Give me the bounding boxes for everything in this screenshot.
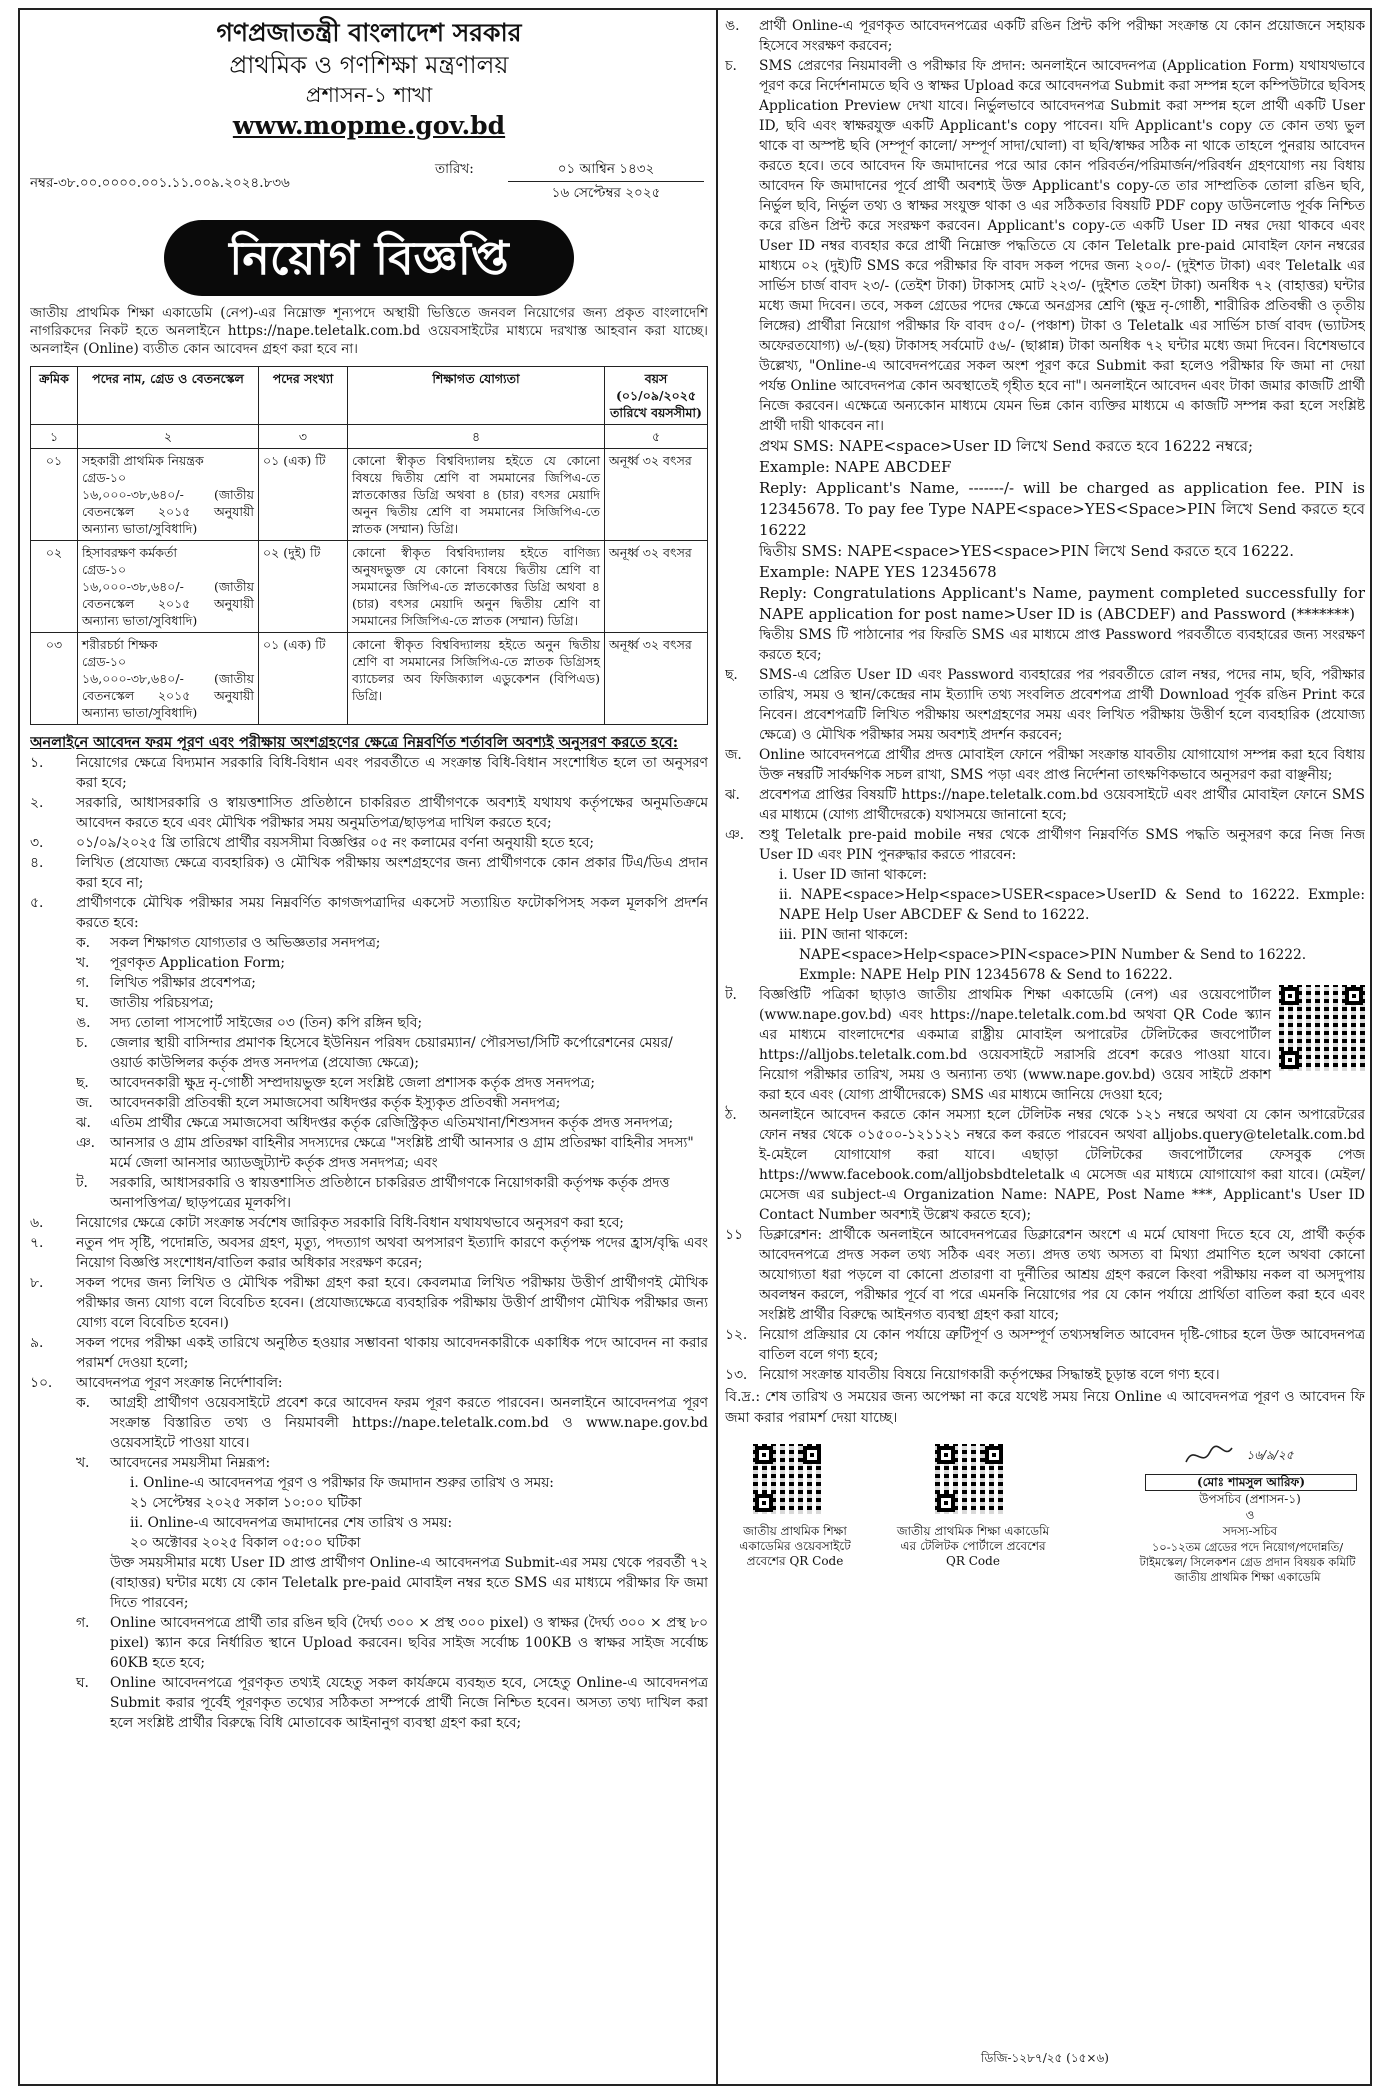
- date-label: তারিখ:: [435, 161, 474, 177]
- memo-number: নম্বর-৩৮.০০.০০০০.০০১.১১.০০৯.২০২৪.৮৩৬: [30, 175, 290, 191]
- intro-paragraph: জাতীয় প্রাথমিক শিক্ষা একাডেমি (নেপ)-এর নিম্নোক্ত শূন্যপদে অস্থায়ী ভিত্তিতে জনবল নিয়োগের জন্য প্রকৃত বাংলাদেশি নাগরিকদের নিকট হতে অনলাইনে https://nape.teletalk.com.bd ওয়েবসাইটের মাধ্যমে দরখাস্ত আহবান করা যাচ্ছে। অনলাইন (Online) ব্যতীত কোন আবেদন গ্রহণ করা হবে না।: [30, 305, 708, 357]
- sub-text: Online আবেদনপত্রে প্রার্থীর প্রদত্ত মোবাইল ফোনে পরীক্ষা সংক্রান্ত যাবতীয় যোগাযোগ সম্পন্ন করা হবে বিধায় উক্ত নম্বরটি সার্বক্ষণিক সচল রাখা, SMS পড়া এবং প্রাপ্ত নির্দেশনা তাৎক্ষণিকভাবে অনুসরণ করা বাঞ্ছনীয়;: [759, 747, 1365, 783]
- recovery-userid: i. User ID জানা থাকলে:: [779, 867, 927, 883]
- sub-text: [110, 1453, 708, 1613]
- sub-item: [725, 745, 1365, 785]
- recovery-pin-example: Exmple: NAPE Help PIN 12345678 & Send to 16222.: [799, 967, 1173, 983]
- sub-text: নিয়োগ সংক্রান্ত যাবতীয় বিষয়ে নিয়োগকারী কর্তৃপক্ষের সিদ্ধান্তই চূড়ান্ত বলে গণ্য হবে।: [759, 1367, 1220, 1383]
- deadline-end-label: ii. Online-এ আবেদনপত্র জমাদানের শেষ তারিখ ও সময়:: [130, 1515, 453, 1531]
- sub-number: খ.: [76, 955, 90, 971]
- item-number: ৯.: [30, 1335, 44, 1351]
- post-grade: গ্রেড-১০: [82, 470, 127, 485]
- sub-item: [76, 933, 708, 953]
- sub-number: গ.: [76, 1615, 90, 1631]
- sub-item: [725, 16, 1365, 56]
- sub-number: ঘ.: [76, 995, 89, 1011]
- sub-number: ঘ.: [76, 1675, 89, 1691]
- th-qualification: শিক্ষাগত যোগ্যতা: [348, 367, 605, 425]
- sub-item: [76, 1073, 708, 1093]
- recovery-userid-sms: ii. NAPE<space>Help<space>USER<space>UserID & Send to 16222. Exmple: NAPE Help User ABCDEF & Send to 16222.: [779, 887, 1365, 923]
- row-post: [78, 633, 259, 725]
- sub-number: ঙ.: [76, 1015, 91, 1031]
- note-text: বি.দ্র.: শেষ তারিখ ও সময়ের জন্য অপেক্ষা না করে যথেষ্ট সময় নিয়ে Online এ আবেদনপত্র পূরণ ও আবেদন ফি জমা করার পরামর্শ দেয়া যাচ্ছে।: [725, 1389, 1365, 1426]
- memo-line: [30, 152, 708, 218]
- sub-text: সকল শিক্ষাগত যোগ্যতার ও অভিজ্ঞতার সনদপত্র;: [110, 935, 381, 951]
- signatory-committee: ১০-১২তম গ্রেডের পদে নিয়োগ/পদোন্নতি/টাইমস্কেল/ সিলেকশন গ্রেড প্রদান বিষয়ক কমিটি জাতীয় প্রাথমিক শিক্ষা একাডেমি: [1139, 1540, 1356, 1584]
- signature-date: ১৬/৯/২৫: [1246, 1448, 1294, 1462]
- sub-item: [725, 1225, 1365, 1325]
- item-number: ৮.: [30, 1275, 44, 1291]
- row-serial: ০১: [31, 449, 78, 541]
- list-item: [30, 893, 708, 933]
- conditions-title: অনলাইনে আবেদন ফরম পূরণ এবং পরীক্ষায় অংশগ্রহণের ক্ষেত্রে নিম্নবর্ণিত শর্তাবলি অবশ্যই অনুসরণ করতে হবে:: [30, 734, 679, 751]
- post-name: শরীরচর্চা শিক্ষক: [82, 637, 158, 652]
- sub-number: ট.: [76, 1175, 88, 1191]
- item-text: নতুন পদ সৃষ্টি, পদোন্নতি, অবসর গ্রহণ, মৃত্যু, পদত্যাগ অথবা অপসারণ ইত্যাদি কারণে কর্তৃপক্ষ পদের হ্রাস/বৃদ্ধি এবং নিয়োগ বিজ্ঞপ্তি সংশোধন/বাতিল করার অধিকার সংরক্ষণ করেন;: [76, 1235, 708, 1271]
- sms-first-reply: Reply: Applicant's Name, -------/- will be charged as application fee. PIN is 12345678. To pay fee Type NAPE<space>YES<Space>PIN লিখে Send করতে হবে 16222: [759, 479, 1365, 539]
- list-item: [30, 1233, 708, 1273]
- th-age: বয়স (০১/০৯/২০২৫ তারিখে বয়সসীমা): [605, 367, 708, 425]
- item-number: ৫.: [30, 895, 44, 911]
- sub-item: [725, 56, 1365, 665]
- sub-item: [76, 1133, 708, 1173]
- th-serial: ক্রমিক: [31, 367, 78, 425]
- item-text: নিয়োগের ক্ষেত্রে বিদ্যমান সরকারি বিধি-বিধান এবং পরবর্তীতে এ সংক্রান্ত বিধি-বিধান সংশোধিত হলে তা অনুসরণ করা হবে;: [76, 755, 708, 791]
- sub-item: [76, 1173, 708, 1213]
- row-serial: ০৩: [31, 633, 78, 725]
- documents-sublist: [76, 933, 708, 1213]
- date-english: ১৬ সেপ্টেম্বর ২০২৫: [551, 185, 661, 201]
- sub-number: চ.: [725, 58, 737, 74]
- sub-item: [76, 1113, 708, 1133]
- row-count: ০২ (দুই) টি: [259, 541, 348, 633]
- table-number-row: [31, 425, 708, 449]
- sub-text: [759, 825, 1365, 985]
- left-column: [30, 16, 708, 2076]
- letterhead: [30, 16, 708, 142]
- col-number: ৫: [605, 425, 708, 449]
- branch-name: প্রশাসন-১ শাখা: [305, 83, 433, 107]
- col-number: ১: [31, 425, 78, 449]
- sub-text: আগ্রহী প্রার্থীগণ ওয়েবসাইটে প্রবেশ করে আবেদন ফরম পূরণ করতে পারবেন। অনলাইনে আবেদনপত্র পূরণ সংক্রান্ত বিস্তারিত তথ্য ও নিয়মাবলী https://nape.teletalk.com.bd ও www.nape.gov.bd ওয়েবসাইটে পাওয়া যাবে।: [110, 1395, 708, 1451]
- sub-number: ঝ.: [725, 787, 740, 803]
- sub-number: ঞ.: [76, 1135, 95, 1151]
- sub-text: অনলাইনে আবেদন করতে কোন সমস্যা হলে টেলিটক নম্বর থেকে ১২১ নম্বরে অথবা যে কোন অপারেটরের ফোন নম্বর থেকে ০১৫০০-১২১১২১ নম্বরে কল করতে পারবেন অথবা alljobs.query@teletalk.com.bd ই-মেইলে যোগাযোগ করা যাবে। এছাড়া টেলিটকের জবপোর্টালের ফেসবুক পেজ https://www.facebook.com/alljobsbdteletalk এ মেসেজ এর মাধ্যমে যোগাযোগ করা যাবে। (মেইল/মেসেজ এর subject-এ Organization Name: NAPE, Post Name ***, Applicant's User ID Contact Number অবশ্যই উল্লেখ করতে হবে);: [759, 1107, 1365, 1223]
- list-item: [30, 853, 708, 893]
- signatory-name: (মোঃ শামসুল আরিফ): [1145, 1474, 1357, 1491]
- list-item: [30, 1273, 708, 1333]
- row-age: অনূর্ধ্ব ৩২ বৎসর: [605, 633, 708, 725]
- row-qualification: কোনো স্বীকৃত বিশ্ববিদ্যালয় হইতে যে কোনো বিষয়ে দ্বিতীয় শ্রেণি বা সমমানের জিপিএ-তে স্নাতকোত্তর ডিগ্রি অথবা ৪ (চার) বৎসর মেয়াদি অনুন দ্বিতীয় শ্রেণি বা সমমানের সিজিপিএ-তে স্নাতক (সম্মান) ডিগ্রি।: [348, 449, 605, 541]
- row-count: ০১ (এক) টি: [259, 449, 348, 541]
- th-post: পদের নাম, গ্রেড ও বেতনস্কেল: [78, 367, 259, 425]
- item-number: ২.: [30, 795, 44, 811]
- recovery-intro: শুধু Teletalk pre-paid mobile নম্বর থেকে প্রার্থীগণ নিম্নবর্ণিত SMS পদ্ধতি অনুসরণ করে নিজ নিজ User ID এবং PIN পুনরুদ্ধার করতে পারবেন:: [759, 827, 1365, 863]
- sub-text: জেলার স্থায়ী বাসিন্দার প্রমাণক হিসেবে ইউনিয়ন পরিষদ চেয়ারম্যান/ পৌরসভা/সিটি কর্পোরেশনের মেয়র/ ওয়ার্ড কাউন্সিলর কর্তৃক প্রদত্ত সনদপত্র (প্রযোজ্য ক্ষেত্রে);: [110, 1035, 673, 1071]
- item-text: সকল পদের জন্য লিখিত ও মৌখিক পরীক্ষা গ্রহণ করা হবে। কেবলমাত্র লিখিত পরীক্ষায় উত্তীর্ণ প্রার্থীগণই মৌখিক পরীক্ষার জন্য যোগ্য বলে বিবেচিত হবেন। (প্রযোজ্যক্ষেত্রে ব্যবহারিক পরীক্ষায় উত্তীর্ণ প্রার্থীগণ মৌখিক পরীক্ষার জন্য যোগ্য বলে বিবেচিত হবেন।): [76, 1275, 708, 1331]
- row-qualification: কোনো স্বীকৃত বিশ্ববিদ্যালয় হইতে বাণিজ্য অনুষদভুক্ত যে কোনো বিষয়ে দ্বিতীয় শ্রেণি বা সমমানের জিপিএ-তে স্নাতকোত্তর ডিগ্রি অথবা ৪ (চার) বৎসর মেয়াদি অনুন দ্বিতীয় শ্রেণি বা সমমানের সিজিপিএ-তে স্নাতক (সম্মান) ডিগ্রি।: [348, 541, 605, 633]
- signatory-title: উপসচিব (প্রশাসন-১): [1199, 1492, 1301, 1506]
- sms-first-example: Example: NAPE ABCDEF: [759, 458, 952, 476]
- sub-text: আবেদনকারী ক্ষুদ্র নৃ-গোষ্ঠী সম্প্রদায়ভুক্ত হলে সংশ্লিষ্ট জেলা প্রশাসক কর্তৃক প্রদত্ত সনদপত্র;: [110, 1075, 596, 1091]
- row-post: [78, 449, 259, 541]
- item-text: সকল পদের পরীক্ষা একই তারিখে অনুষ্ঠিত হওয়ার সম্ভাবনা থাকায় আবেদনকারীকে একাধিক পদে আবেদন না করার পরামর্শ দেওয়া হলো;: [76, 1335, 708, 1371]
- col-number: ৩: [259, 425, 348, 449]
- item-text: নিয়োগের ক্ষেত্রে কোটা সংক্রান্ত সর্বশেষ জারিকৃত সরকারি বিধি-বিধান যথাযথভাবে অনুসরণ করা হবে;: [76, 1215, 624, 1231]
- sub-text: এতিম প্রার্থীর ক্ষেত্রে সমাজসেবা অধিদপ্তর কর্তৃক রেজিস্ট্রিকৃত এতিমখানা/শিশুসদন কর্তৃক প্রদত্ত সনদপত্র;: [110, 1115, 674, 1131]
- posts-table: [30, 366, 708, 725]
- sub-number: ট.: [725, 987, 737, 1003]
- sub-item: [725, 1325, 1365, 1365]
- deadline-start-value: ২১ সেপ্টেম্বর ২০২৫ সকাল ১০:০০ ঘটিকা: [130, 1495, 362, 1511]
- deadline-start-label: i. Online-এ আবেদনপত্র পূরণ ও পরীক্ষার ফি জমাদান শুরুর তারিখ ও সময়:: [130, 1475, 554, 1491]
- list-item: [30, 833, 708, 853]
- deadline-title: আবেদনের সময়সীমা নিম্নরূপ:: [110, 1455, 271, 1471]
- sub-item: [76, 1093, 708, 1113]
- list-item: [30, 1333, 708, 1373]
- sub-number: ১২.: [725, 1327, 748, 1343]
- sub-number: জ.: [76, 1095, 93, 1111]
- sub-text: [759, 56, 1365, 665]
- post-grade: গ্রেড-১০: [82, 562, 127, 577]
- sub-number: ছ.: [725, 667, 738, 683]
- post-name: সহকারী প্রাথমিক নিয়ন্ত্রক: [82, 453, 204, 468]
- sub-number: ঠ.: [725, 1107, 737, 1123]
- sub-item: [725, 985, 1365, 1105]
- row-age: অনূর্ধ্ব ৩২ বৎসর: [605, 449, 708, 541]
- sub-text: SMS-এ প্রেরিত User ID এবং Password ব্যবহারের পর পরবর্তীতে রোল নম্বর, পদের নাম, ছবি, পরীক্ষার তারিখ, সময় ও স্থান/কেন্দ্রের নাম ইত্যাদি তথ্য সংবলিত প্রবেশপত্র প্রার্থী Download পূর্বক রঙিন Print করে নিবেন। প্রবেশপত্রটি লিখিত পরীক্ষায় অংশগ্রহণের সময় এবং লিখিত পরীক্ষায় উত্তীর্ণ হলে ব্যবহারিক (প্রযোজ্য ক্ষেত্রে) ও মৌখিক পরীক্ষার সময় অবশ্যই প্রদর্শন করবেন;: [759, 667, 1365, 743]
- deadline-note: উক্ত সময়সীমার মধ্যে User ID প্রাপ্ত প্রার্থীগণ Online-এ আবেদনপত্র Submit-এর সময় থেকে পরবর্তী ৭২ (বাহাত্তর) ঘন্টার মধ্যে যে কোন Teletalk pre-paid মোবাইল নম্বর হতে SMS এর মাধ্যমে পরীক্ষার ফি জমা দিতে পারবেন;: [110, 1555, 708, 1611]
- post-scale: ১৬,০০০-৩৮,৬৪০/- (জাতীয় বেতনস্কেল ২০১৫ অনুযায়ী অন্যান্য ভাতা/সুবিধাদি): [82, 487, 254, 536]
- availability-text: বিজ্ঞপ্তিটি পত্রিকা ছাড়াও জাতীয় প্রাথমিক শিক্ষা একাডেমি (নেপ) এর ওয়েবপোর্টাল (www.nape.gov.bd) এবং https://nape.teletalk.com.bd অথবা QR Code স্ক্যান এর মাধ্যমে বাংলাদেশের একমাত্র রাষ্ট্রীয় মোবাইল অপারেটর টেলিটকের জবপোর্টাল https://alljobs.teletalk.com.bd ওয়েবসাইটে সরাসরি প্রবেশ করেও পাওয়া যাবে। নিয়োগ পরীক্ষার তারিখ, সময় ও অন্যান্য তথ্য (www.nape.gov.bd) ওয়েব সাইটে প্রকাশ করা হবে এবং (যোগ্য প্রার্থীদেরকে) SMS এর মাধ্যমে জানিয়ে দেওয়া হবে;: [759, 987, 1271, 1103]
- sub-number: ক.: [76, 935, 91, 951]
- table-header-row: [31, 367, 708, 425]
- sub-text: [759, 985, 1365, 1105]
- sms-second: দ্বিতীয় SMS: NAPE<space>YES<space>PIN লিখে Send করতে হবে 16222.: [759, 542, 1295, 560]
- sub-item: [76, 1673, 708, 1733]
- right-column: [725, 16, 1365, 2076]
- deadline-end-value: ২০ অক্টোবর ২০২৫ বিকাল ০৫:০০ ঘটিকা: [130, 1535, 361, 1551]
- qr-caption-teletalk: জাতীয় প্রাথমিক শিক্ষা একাডেমি এর টেলিটক পোর্টালে প্রবেশের QR Code: [896, 1524, 1050, 1568]
- col-number: ২: [78, 425, 259, 449]
- sub-text: Online আবেদনপত্রে পূরণকৃত তথ্যই যেহেতু সকল কার্যক্রমে ব্যবহৃত হবে, সেহেতু Online-এ আবেদনপত্র Submit করার পূর্বেই পূরণকৃত তথ্যের সঠিকতা সম্পর্কে প্রার্থী নিজে নিশ্চিত হবেন। অসত্য তথ্য দাখিল করা হলে সংশ্লিষ্ট প্রার্থীর বিরুদ্ধে বিধি মোতাবেক আইনানুগ ব্যবস্থা গ্রহণ করা হবে;: [110, 1675, 708, 1731]
- post-scale: ১৬,০০০-৩৮,৬৪০/- (জাতীয় বেতনস্কেল ২০১৫ অনুযায়ী অন্যান্য ভাতা/সুবিধাদি): [82, 579, 254, 628]
- sub-text: ডিক্লারেশন: প্রার্থীকে অনলাইনে আবেদনপত্রের ডিক্লারেশন অংশে এ মর্মে ঘোষণা দিতে হবে যে, প্রার্থী কর্তৃক আবেদনপত্রে প্রদত্ত সকল তথ্য সঠিক এবং সত্য। প্রদত্ত তথ্য অসত্য বা মিথ্যা প্রমাণিত হলে অথবা কোনো অযোগ্যতা ধরা পড়লে বা কোনো প্রতারণা বা দুর্নীতির আশ্রয় গ্রহণ করলে কিংবা পরীক্ষায় নকল বা অসদুপায় অবলম্বন করলে, পরীক্ষার পূর্বে বা পরে এমনকি নিয়োগের পর যে কোন পর্যায়ে প্রার্থিতা বাতিল করা হবে এবং সংশ্লিষ্ট প্রার্থীর বিরুদ্ধে আইনগত ব্যবস্থা গ্রহণ করা যাবে;: [759, 1227, 1365, 1323]
- sub-item: [725, 785, 1365, 825]
- item-text: আবেদনপত্র পূরণ সংক্রান্ত নির্দেশাবলি:: [76, 1375, 283, 1391]
- sub-number: ঞ.: [725, 827, 744, 843]
- sub-number: খ.: [76, 1455, 90, 1471]
- recovery-pin: iii. PIN জানা থাকলে:: [779, 927, 909, 943]
- item-number: ১০.: [30, 1375, 53, 1391]
- item-number: ৭.: [30, 1235, 44, 1251]
- list-item: [30, 793, 708, 833]
- list-item: [30, 753, 708, 793]
- sub-text: সরকারি, আধাসরকারি ও স্বায়ত্তশাসিত প্রতিষ্ঠানে চাকরিরত প্রার্থীগণকে নিয়োগকারী কর্তৃপক্ষ কর্তৃক প্রদত্ত অনাপত্তিপত্র/ ছাড়পত্রের মূলকপি।: [110, 1175, 670, 1211]
- notice-title-banner: নিয়োগ বিজ্ঞপ্তি: [164, 220, 574, 296]
- sub-number: ঙ.: [725, 18, 740, 34]
- col-number: ৪: [348, 425, 605, 449]
- table-row: [31, 633, 708, 725]
- list-item: [30, 1213, 708, 1233]
- table-row: [31, 541, 708, 633]
- item-text: ০১/০৯/২০২৫ খ্রি তারিখে প্রার্থীর বয়সসীমা বিজ্ঞপ্তির ০৫ নং কলামের বর্ণনা অনুযায়ী হতে হবে;: [76, 835, 595, 851]
- sub-text: Online আবেদনপত্রে প্রার্থী তার রঙিন ছবি (দৈর্ঘ্য ৩০০ × প্রস্থ ৩০০ pixel) ও স্বাক্ষর (দৈর্ঘ্য ৩০০ × প্রস্থ ৮০ pixel) স্ক্যান করে নির্ধারিত স্থানে Upload করবেন। ছবির সাইজ সর্বোচ্চ 100KB ও স্বাক্ষর সাইজ সর্বোচ্চ 60KB হতে হবে;: [110, 1615, 708, 1671]
- th-count: পদের সংখ্যা: [259, 367, 348, 425]
- sub-text: প্রার্থী Online-এ পূরণকৃত আবেদনপত্রের একটি রঙিন প্রিন্ট কপি পরীক্ষা সংক্রান্ত যে কোন প্রয়োজনে সহায়ক হিসেবে সংরক্ষণ করবেন;: [759, 18, 1365, 54]
- sub-text: লিখিত পরীক্ষার প্রবেশপত্র;: [110, 975, 256, 991]
- sub-number: ১১: [725, 1227, 743, 1243]
- sub-text: নিয়োগ প্রক্রিয়ার যে কোন পর্যায়ে ত্রুটিপূর্ণ ও অসম্পূর্ণ তথ্যসম্বলিত আবেদন দৃষ্টি-গোচর হলে উক্ত আবেদনপত্র বাতিল বলে গণ্য হবে;: [759, 1327, 1365, 1363]
- date-bangla: ০১ আশ্বিন ১৪৩২: [508, 158, 704, 182]
- sub-item: [725, 1105, 1365, 1225]
- list-item: [30, 1373, 708, 1393]
- instructions-sublist: [76, 1393, 708, 1733]
- sub-item: [76, 1033, 708, 1073]
- qr-caption-website: জাতীয় প্রাথমিক শিক্ষা একাডেমির ওয়েবসাইটে প্রবেশের QR Code: [739, 1524, 851, 1568]
- sub-item: [76, 1393, 708, 1453]
- signatory-title-2: সদস্য-সচিব: [1222, 1524, 1278, 1538]
- footer-code: ডিজি-১২৮৭/২৫ (১৫×৬): [981, 2051, 1109, 2065]
- item-text: লিখিত (প্রযোজ্য ক্ষেত্রে ব্যবহারিক) ও মৌখিক পরীক্ষায় অংশগ্রহণের জন্য প্রার্থীগণকে কোন প্রকার টিএ/ডিএ প্রদান করা হবে না;: [76, 855, 708, 891]
- sub-item: [725, 825, 1365, 985]
- sub-item: [76, 993, 708, 1013]
- table-row: [31, 449, 708, 541]
- sms-second-note: দ্বিতীয় SMS টি পাঠানোর পর ফিরতি SMS এর মাধ্যমে প্রাপ্ত Password পরবর্তীতে ব্যবহারের জন্য সংরক্ষণ করতে হবে;: [759, 627, 1365, 663]
- post-name: হিসাবরক্ষণ কর্মকর্তা: [82, 545, 177, 560]
- sub-text: সদ্য তোলা পাসপোর্ট সাইজের ০৩ (তিন) কপি রঙ্গিন ছবি;: [110, 1015, 423, 1031]
- sub-item: [76, 973, 708, 993]
- govt-name: গণপ্রজাতন্ত্রী বাংলাদেশ সরকার: [216, 18, 522, 47]
- sub-number: চ.: [76, 1035, 88, 1051]
- sub-text: আবেদনকারী প্রতিবন্ধী হলে সমাজসেবা অধিদপ্তর কর্তৃক ইস্যুকৃত প্রতিবন্ধী সনদপত্র;: [110, 1095, 561, 1111]
- sms-first: প্রথম SMS: NAPE<space>User ID লিখে Send করতে হবে 16222 নম্বরে;: [759, 437, 1253, 455]
- column-divider: [716, 10, 718, 2084]
- sub-item: [76, 1013, 708, 1033]
- post-grade: গ্রেড-১০: [82, 654, 127, 669]
- sub-text: জাতীয় পরিচয়পত্র;: [110, 995, 214, 1011]
- ministry-name: প্রাথমিক ও গণশিক্ষা মন্ত্রণালয়: [229, 51, 509, 79]
- qr-code-alljobs[interactable]: [1279, 985, 1365, 1071]
- qr-code-teletalk-portal[interactable]: [935, 1444, 1005, 1514]
- ministry-website[interactable]: www.mopme.gov.bd: [232, 111, 506, 140]
- sub-text: আনসার ও গ্রাম প্রতিরক্ষা বাহিনীর সদস্যদের ক্ষেত্রে "সংশ্লিষ্ট প্রার্থী আনসার ও গ্রাম প্রতিরক্ষা বাহিনীর সদস্য" মর্মে জেলা আনসার অ্যাডজুট্যান্ট কর্তৃক প্রদত্ত সনদপত্র; এবং: [110, 1135, 694, 1171]
- right-content: [725, 16, 1365, 1428]
- sms-rules: SMS প্রেরণের নিয়মাবলী ও পরীক্ষার ফি প্রদান: অনলাইনে আবেদনপত্র (Application Form) যথাযথভাবে পূরণ করে নির্দেশনামতে ছবি ও স্বাক্ষর Upload করে আবেদনপত্র Submit করা সম্পন্ন হলে কম্পিউটারে ছবিসহ Application Preview দেখা যাবে। নির্ভুলভাবে আবেদনপত্র Submit করা সম্পন্ন হলে প্রার্থী একটি User ID, ছবি এবং স্বাক্ষরযুক্ত একটি Applicant's copy পাবেন। যদি Applicant's copy তে কোন তথ্য ভুল থাকে বা অস্পষ্ট ছবি (সম্পূর্ণ কালো/ সম্পূর্ণ সাদা/ঘোলা) বা ছবি/স্বাক্ষর সঠিক না থাকে তাহলে পুনরায় আবেদন করতে হবে। তবে আবেদন ফি জমাদানের পরে আর কোন পরিবর্তন/পরিমার্জন/পরিবর্ধন গ্রহণযোগ্য নয় বিধায় আবেদন ফি জমাদানের পূর্বে প্রার্থী অবশ্যই উক্ত Applicant's copy-তে তার সাম্প্রতিক তোলা রঙিন ছবি, নির্ভুল ছবি, নির্ভুল তথ্য ও স্বাক্ষর সংযুক্ত থাকা ও এর সঠিকতার বিষয়টি PDF copy ডাউনলোড পূর্বক নিশ্চিত করে রঙিন প্রিন্ট করে সংরক্ষণ করবেন। Applicant's copy-তে একটি User ID নম্বর দেয়া থাকবে এবং User ID নম্বর ব্যবহার করে প্রার্থী নিম্নোক্ত পদ্ধতিতে যে কোন Teletalk pre-paid মোবাইল ফোন নম্বরের মাধ্যমে ০২ (দুই)টি SMS করে পরীক্ষার ফি বাবদ সকল পদের জন্য ২০০/- (দুইশত টাকা) এবং Teletalk এর সার্ভিস চার্জ বাবদ ২৩/- (তেইশ টাকা) টাকাসহ মোট ২২৩/- (দুইশত তেইশ টাকা) অনধিক ৭২ (বাহাত্তর) ঘন্টার মধ্যে জমা দিবেন। তবে, সকল গ্রেডের পদের ক্ষেত্রে অনগ্রসর শ্রেণি (ক্ষুদ্র নৃ-গোষ্ঠী, শারীরিক প্রতিবন্ধী ও তৃতীয় লিঙ্গের) প্রার্থীরা নিয়োগ পরীক্ষার ফি বাবদ ৫০/- (পঞ্চাশ) টাকা ও Teletalk এর সার্ভিস চার্জ বাবদ (ভ্যাটসহ অফেরতযোগ্য) ৬/-(ছয়) টাকাসহ সর্বমোট ৫৬/- (ছাপ্পান্ন) টাকা অনধিক ৭২ ঘন্টার মধ্যে জমা দিবেন। বিশেষভাবে উল্লেখ্য, "Online-এ আবেদনপত্রের সকল অংশ পূরণ করে Submit করা হলেও পরীক্ষার ফি জমা না দেয়া পর্যন্ত Online আবেদনপত্র কোন অবস্থাতেই গৃহীত হবে না"। অনলাইনে আবেদন এবং টাকা জমার কাজটি প্রার্থী নিজে করবেন। এক্ষেত্রে অন্যকোন মাধ্যমে যেমন ভিন্ন কোন ব্যক্তির মাধ্যমে এ কাজটি সম্পন্ন করা হলে সংশ্লিষ্ট প্রার্থী দায়ী থাকবেন না।: [759, 58, 1365, 434]
- sub-item: [76, 953, 708, 973]
- sub-item: [725, 1365, 1365, 1385]
- sub-number: ঝ.: [76, 1115, 91, 1131]
- sms-second-example: Example: NAPE YES 12345678: [759, 563, 997, 581]
- item-number: ১.: [30, 755, 44, 771]
- item-text: প্রার্থীগণকে মৌখিক পরীক্ষার সময় নিম্নবর্ণিত কাগজপত্রাদির একসেট সত্যায়িত ফটোকপিসহ সকল মূলকপি প্রদর্শন করতে হবে:: [76, 895, 708, 931]
- sms-second-reply: Reply: Congratulations Applicant's Name, payment completed successfully for NAPE application for post name>User ID is (ABCDEF) and Password (*******): [759, 584, 1365, 623]
- sub-number: গ.: [76, 975, 90, 991]
- item-number: ৬.: [30, 1215, 44, 1231]
- item-number: ৪.: [30, 855, 44, 871]
- qr-code-nape-website[interactable]: [753, 1444, 823, 1514]
- sub-item: [76, 1453, 708, 1613]
- row-post: [78, 541, 259, 633]
- row-serial: ০২: [31, 541, 78, 633]
- notice-page: [18, 8, 1372, 2086]
- sub-number: ১৩.: [725, 1367, 748, 1383]
- sub-number: ক.: [76, 1395, 91, 1411]
- post-scale: ১৬,০০০-৩৮,৬৪০/- (জাতীয় বেতনস্কেল ২০১৫ অনুযায়ী অন্যান্য ভাতা/সুবিধাদি): [82, 671, 254, 720]
- sub-item: [725, 665, 1365, 745]
- sub-number: জ.: [725, 747, 742, 763]
- sub-text: পূরণকৃত Application Form;: [110, 955, 286, 971]
- sub-number: ছ.: [76, 1075, 89, 1091]
- sub-item: [76, 1613, 708, 1673]
- recovery-pin-sms: NAPE<space>Help<space>PIN<space>PIN Number & Send to 16222.: [799, 947, 1307, 963]
- row-age: অনূর্ধ্ব ৩২ বৎসর: [605, 541, 708, 633]
- qr-signature-block: [725, 1438, 1365, 1664]
- row-qualification: কোনো স্বীকৃত বিশ্ববিদ্যালয় হইতে অনুন দ্বিতীয় শ্রেণি বা সমমানের সিজিপিএ-তে স্নাতক ডিগ্রিসহ ব্যাচেলর অব ফিজিক্যাল এডুকেশন (বিপিএড) ডিগ্রি।: [348, 633, 605, 725]
- signatory-and: ও: [1245, 1508, 1255, 1522]
- conditions-list: [30, 753, 708, 1733]
- item-number: ৩.: [30, 835, 44, 851]
- row-count: ০১ (এক) টি: [259, 633, 348, 725]
- item-text: সরকারি, আধাসরকারি ও স্বায়ত্তশাসিত প্রতিষ্ঠানে চাকরিরত প্রার্থীগণকে অবশ্যই যথাযথ কর্তৃপক্ষের অনুমতিক্রমে আবেদন করতে হবে এবং মৌখিক পরীক্ষার সময় অনুমতিপত্র/ছাড়পত্র দাখিল করতে হবে;: [76, 795, 708, 831]
- sub-text: প্রবেশপত্র প্রাপ্তির বিষয়টি https://nape.teletalk.com.bd ওয়েবসাইটে এবং প্রার্থীর মোবাইল ফোনে SMS এর মাধ্যমে (যোগ্য প্রার্থীদেরকে) যথাসময়ে জানানো হবে;: [759, 787, 1365, 823]
